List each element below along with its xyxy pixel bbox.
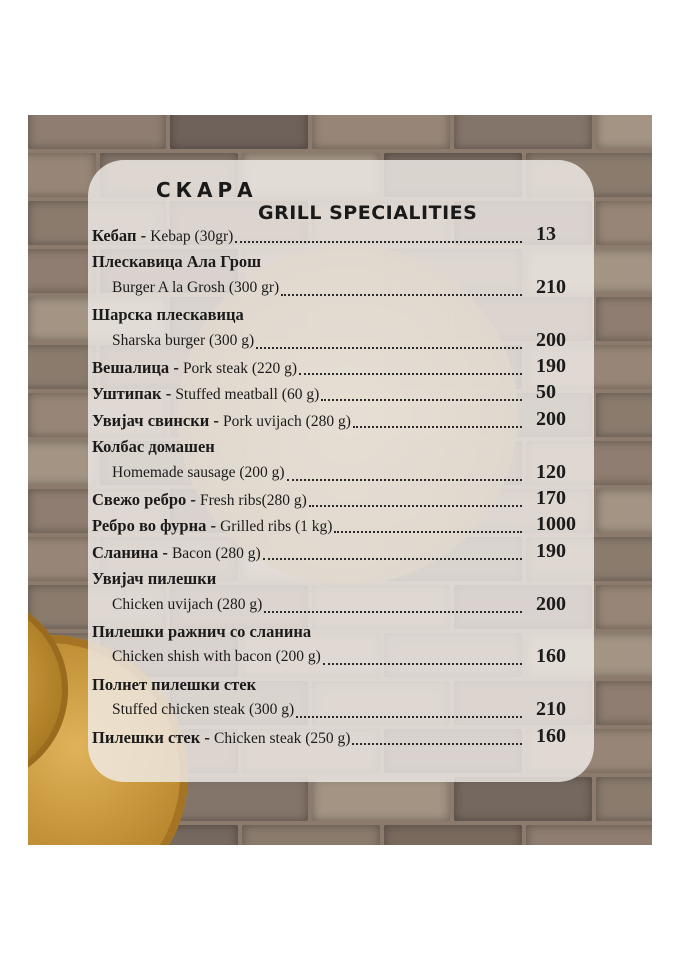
dot-leader [296, 716, 522, 718]
menu-item-name-mk: Свежо ребро [92, 490, 187, 509]
brick [242, 825, 380, 845]
menu-item-name-mk: Пилешки стек [92, 727, 201, 747]
dot-leader [299, 373, 522, 375]
menu-item-name-mk: Пилешки ражнич со сланина [92, 622, 312, 641]
menu-item-row [92, 724, 582, 752]
dot-leader [256, 347, 522, 349]
dash-separator: - [161, 384, 176, 404]
menu-item-price: 1000 [536, 513, 576, 536]
menu-item-price: 210 [536, 275, 566, 298]
menu-item-row [92, 487, 582, 514]
dash-separator: - [158, 542, 172, 562]
menu-item-name-mk: Сланина [92, 542, 159, 562]
brick [596, 393, 652, 437]
menu-item-text [92, 358, 297, 378]
menu-item-name-en: Pork uvijach (280 g) [223, 412, 351, 430]
brick [454, 115, 592, 149]
menu-item-name-mk: Плескавица Ала Грош [92, 252, 262, 272]
menu-item-price: 120 [536, 460, 566, 483]
menu-item-price: 190 [536, 355, 566, 377]
menu-item-text [92, 305, 244, 325]
section-title-en: GRILL SPECIALITIES [258, 202, 478, 224]
menu-item-price: 50 [536, 381, 556, 404]
brick [28, 537, 96, 581]
brick [28, 249, 96, 293]
dash-separator: - [209, 410, 224, 430]
menu-item-row [92, 328, 582, 356]
menu-content [88, 160, 594, 782]
dot-leader [264, 611, 522, 613]
menu-item-price: 160 [536, 724, 566, 747]
brick [170, 115, 308, 149]
dot-leader [352, 743, 522, 745]
menu-item-name-en: Chicken shish with bacon (200 g) [112, 648, 321, 666]
brick [454, 777, 592, 821]
menu-item-name-en: Grilled ribs (1 kg) [220, 518, 333, 536]
menu-item-text [92, 569, 216, 589]
menu-item-text [92, 226, 233, 246]
menu-item-row [92, 355, 582, 382]
menu-item-row [92, 437, 582, 461]
section-title-mk: СКАРА [156, 178, 258, 202]
menu-item-text [92, 437, 215, 457]
dot-leader [235, 241, 522, 243]
menu-item-text [112, 701, 294, 719]
menu-item-price: 200 [536, 592, 566, 615]
menu-item-name-en: Pork steak (220 g) [182, 360, 298, 377]
menu-item-name-en: Stuffed chicken steak (300 g) [112, 701, 295, 719]
dash-separator: - [206, 516, 221, 536]
brick [28, 441, 96, 485]
menu-item-name-mk: Колбас домашен [92, 437, 215, 457]
menu-item-price: 190 [536, 539, 566, 562]
menu-item-text [92, 384, 319, 404]
brick [596, 489, 652, 533]
menu-item-name-en: Homemade sausage (200 g) [112, 463, 285, 481]
brick [28, 153, 96, 197]
menu-item-name-en: Chicken uvijach (280 g) [112, 595, 263, 613]
menu-item-row [92, 223, 582, 250]
menu-item-text [112, 464, 285, 482]
dot-leader [263, 558, 522, 560]
menu-item-name-en: Kebap (30gr) [150, 228, 234, 245]
menu-item-name-en: Stuffed meatball (60 g) [175, 386, 320, 404]
menu-item-text [112, 279, 279, 297]
dot-leader [281, 294, 522, 296]
menu-item-row [92, 305, 582, 329]
brick [596, 201, 652, 245]
menu-item-row [92, 381, 582, 408]
dash-separator: - [200, 727, 214, 747]
menu-item-text [92, 728, 350, 748]
menu-item-text [92, 675, 256, 695]
menu-item-row [92, 513, 582, 540]
menu-item-name-en: Bacon (280 g) [171, 544, 261, 562]
menu-item-text [92, 490, 307, 510]
brick [28, 345, 96, 389]
menu-item-name-mk: Увијач пилешки [92, 569, 217, 589]
menu-item-row [92, 275, 582, 303]
menu-item-text [112, 596, 262, 614]
menu-item-text [112, 648, 321, 666]
menu-item-row [92, 569, 582, 593]
brick [312, 777, 450, 821]
menu-item-row [92, 252, 582, 276]
dash-separator: - [136, 226, 151, 245]
menu-item-text [92, 516, 332, 536]
dot-leader [334, 531, 522, 533]
brick [526, 825, 652, 845]
menu-item-row [92, 675, 582, 699]
menu-item-name-mk: Кебап [92, 226, 137, 245]
menu-item-name-en: Sharska burger (300 g) [112, 331, 255, 349]
menu-item-row [92, 460, 582, 488]
menu-item-row [92, 539, 582, 567]
menu-item-price: 170 [536, 487, 566, 509]
menu-item-name-en: Fresh ribs(280 g) [200, 492, 307, 509]
menu-item-text [92, 622, 311, 642]
dash-separator: - [169, 358, 183, 377]
menu-item-name-en: Burger A la Grosh (300 gr) [112, 278, 280, 296]
dot-leader [353, 426, 522, 428]
menu-item-name-en: Chicken steak (250 g) [214, 729, 351, 747]
menu-item-name-mk: Увијач свински [92, 410, 210, 430]
menu-item-name-mk: Вешалица [92, 358, 170, 377]
menu-item-row [92, 407, 582, 435]
menu-item-row [92, 622, 582, 646]
brick [28, 115, 166, 149]
menu-item-text [112, 332, 254, 350]
dot-leader [323, 663, 522, 665]
menu-item-text [92, 252, 261, 272]
brick [312, 115, 450, 149]
dash-separator: - [186, 490, 201, 509]
brick [596, 681, 652, 725]
menu-item-name-mk: Шарска плескавица [92, 305, 244, 325]
brick [596, 777, 652, 821]
dot-leader [321, 399, 522, 401]
menu-item-name-mk: Уштипак [92, 384, 162, 404]
brick [596, 585, 652, 629]
menu-item-row [92, 592, 582, 620]
dot-leader [309, 505, 522, 507]
menu-item-price: 160 [536, 645, 566, 668]
menu-item-text [92, 543, 261, 563]
dot-leader [287, 479, 522, 481]
menu-item-name-mk: Полнет пилешки стек [92, 674, 257, 694]
menu-item-row [92, 698, 582, 725]
brick [596, 115, 652, 149]
menu-item-price: 200 [536, 328, 566, 351]
menu-item-name-mk: Ребро во фурна [92, 516, 207, 536]
menu-item-price: 200 [536, 407, 566, 430]
brick [384, 825, 522, 845]
menu-item-text [92, 411, 351, 431]
menu-item-price: 13 [536, 223, 556, 245]
brick [170, 777, 308, 821]
menu-item-row [92, 645, 582, 672]
menu-item-price: 210 [536, 698, 566, 721]
brick [596, 297, 652, 341]
